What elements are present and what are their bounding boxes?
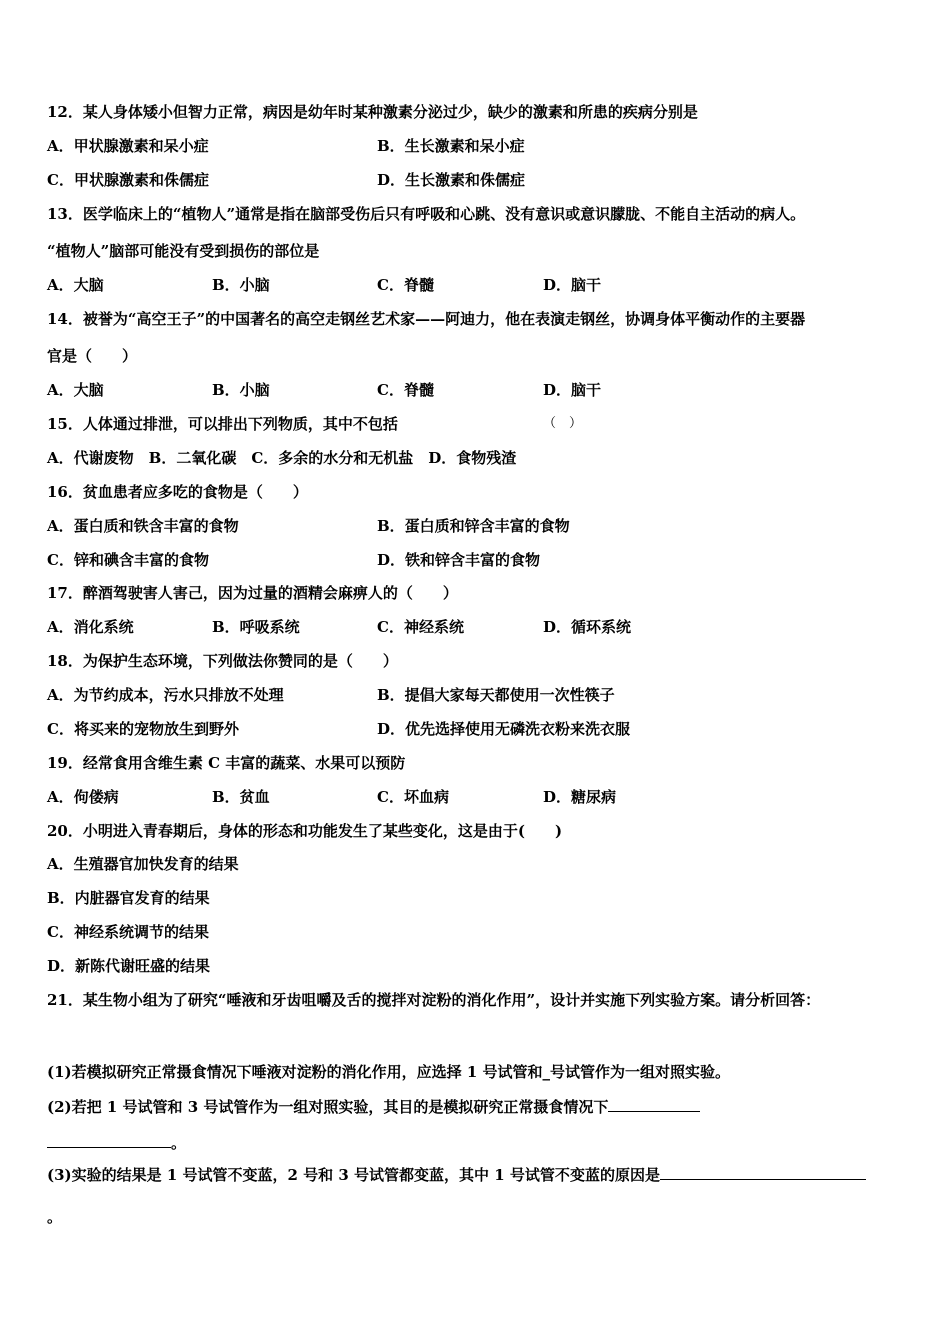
q15-stem: 15．人体通过排泄，可以排出下列物质，其中不包括 <box>47 415 398 433</box>
q14-option-d: D．脑干 <box>543 381 602 399</box>
q20-option-a: A．生殖器官加快发育的结果 <box>47 855 239 873</box>
q18-stem: 18．为保护生态环境，下列做法你赞同的是（ ） <box>47 652 398 670</box>
q17-option-a: A．消化系统 <box>47 618 134 636</box>
q17-stem: 17．醉酒驾驶害人害己，因为过量的酒精会麻痹人的（ ） <box>47 584 458 602</box>
q18-option-c: C．将买来的宠物放生到野外 <box>47 720 239 738</box>
q21-part1: (1)若模拟研究正常摄食情况下唾液对淀粉的消化作用，应选择 1 号试管和_号试管作为一组对照实验。 <box>47 1063 731 1081</box>
q18-option-b: B．提倡大家每天都使用一次性筷子 <box>377 686 615 704</box>
q13-stem-line2: “植物人”脑部可能没有受到损伤的部位是 <box>47 242 320 260</box>
q19-option-a: A．佝偻病 <box>47 788 119 806</box>
q20-option-c: C．神经系统调节的结果 <box>47 923 209 941</box>
q21-part2-end: 。 <box>171 1134 187 1152</box>
q17-option-d: D．循环系统 <box>543 618 632 636</box>
q21-part2-text: (2)若把 1 号试管和 3 号试管作为一组对照实验，其目的是模拟研究正常摄食情况下 <box>47 1098 609 1116</box>
q12-option-b: B．生长激素和呆小症 <box>377 137 525 155</box>
q14-option-a: A．大脑 <box>47 381 104 399</box>
q14-stem-line2: 官是（ ） <box>47 347 138 365</box>
q14-stem-line1: 14．被誉为“高空王子”的中国著名的高空走钢丝艺术家——阿迪力，他在表演走钢丝，协调身体平衡动作的主要器 <box>47 310 806 328</box>
q21-part2 <box>47 1097 910 1117</box>
q15-answer-paren: （ ） <box>543 416 583 431</box>
q18-option-d: D．优先选择使用无磷洗衣粉来洗衣服 <box>377 720 631 738</box>
q13-option-b: B．小脑 <box>212 276 270 294</box>
q16-option-b: B．蛋白质和锌含丰富的食物 <box>377 517 570 535</box>
q19-option-b: B．贫血 <box>212 788 270 806</box>
q19-option-d: D．糖尿病 <box>543 788 617 806</box>
q12-option-a: A．甲状腺激素和呆小症 <box>47 137 209 155</box>
q12-stem: 12．某人身体矮小但智力正常，病因是幼年时某种激素分泌过少，缺少的激素和所患的疾病分别是 <box>47 103 698 121</box>
q14-option-c: C．脊髓 <box>377 381 434 399</box>
q21-stem: 21．某生物小组为了研究“唾液和牙齿咀嚼及舌的搅拌对淀粉的消化作用”，设计并实施下列实验方案。请分析回答： <box>47 991 821 1009</box>
q20-stem: 20．小明进入青春期后，身体的形态和功能发生了某些变化，这是由于( ) <box>47 822 563 840</box>
q17-option-c: C．神经系统 <box>377 618 464 636</box>
q12-option-c: C．甲状腺激素和侏儒症 <box>47 171 209 189</box>
q21-part2-blank-cont[interactable] <box>47 1133 171 1148</box>
q16-option-d: D．铁和锌含丰富的食物 <box>377 551 541 569</box>
q13-option-d: D．脑干 <box>543 276 602 294</box>
q21-part3 <box>47 1165 910 1185</box>
q12-option-d: D．生长激素和侏儒症 <box>377 171 526 189</box>
q16-stem: 16．贫血患者应多吃的食物是（ ） <box>47 483 308 501</box>
q19-option-c: C．坏血病 <box>377 788 449 806</box>
q20-option-d: D．新陈代谢旺盛的结果 <box>47 957 211 975</box>
q18-option-a: A．为节约成本，污水只排放不处理 <box>47 686 284 704</box>
q20-option-b: B．内脏器官发育的结果 <box>47 889 210 907</box>
q17-option-b: B．呼吸系统 <box>212 618 300 636</box>
q16-option-a: A．蛋白质和铁含丰富的食物 <box>47 517 239 535</box>
q15-options: A．代谢废物 B．二氧化碳 C．多余的水分和无机盐 D．食物残渣 <box>47 449 517 467</box>
q13-option-a: A．大脑 <box>47 276 104 294</box>
q14-option-b: B．小脑 <box>212 381 270 399</box>
q13-stem-line1: 13．医学临床上的“植物人”通常是指在脑部受伤后只有呼吸和心跳、没有意识或意识朦胧、不能自主活动的病人。 <box>47 205 806 223</box>
q21-part2-cont <box>47 1133 910 1153</box>
q21-part3-end: 。 <box>47 1208 63 1226</box>
q16-option-c: C．锌和碘含丰富的食物 <box>47 551 209 569</box>
q21-part3-text: (3)实验的结果是 1 号试管不变蓝，2 号和 3 号试管都变蓝，其中 1 号试管不变蓝的原因是 <box>47 1166 660 1184</box>
q21-part3-blank[interactable] <box>660 1165 866 1180</box>
q21-part2-blank[interactable] <box>608 1097 700 1112</box>
q19-stem: 19．经常食用含维生素 C 丰富的蔬菜、水果可以预防 <box>47 754 406 772</box>
q13-option-c: C．脊髓 <box>377 276 434 294</box>
